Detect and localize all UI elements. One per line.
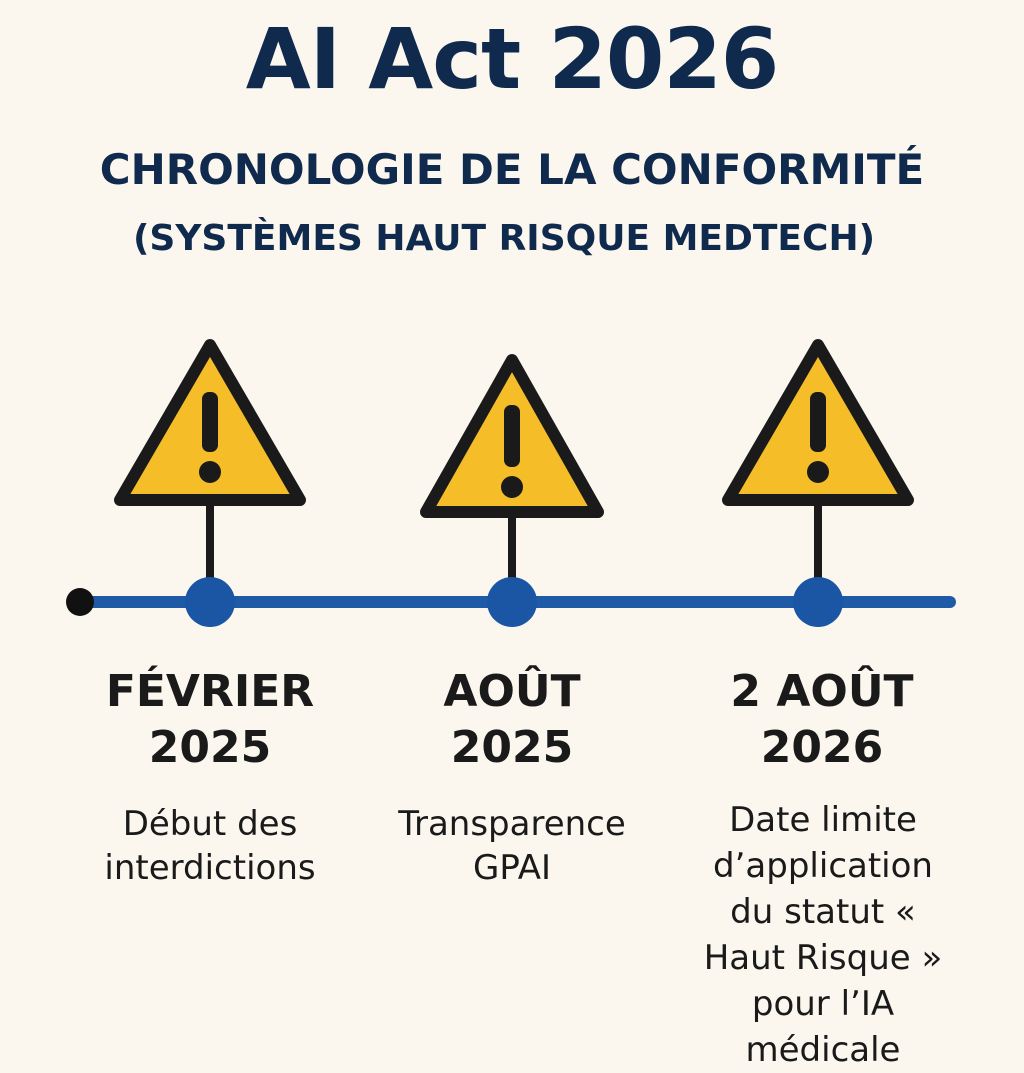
page-title: AI Act 2026	[245, 10, 779, 108]
milestone-2-date: AOÛT 2025	[443, 666, 581, 773]
milestone-1-description: Début des interdictions	[104, 804, 316, 888]
milestone-3-marker	[728, 345, 908, 627]
milestone-1-marker	[120, 345, 300, 627]
milestone-3-dot	[793, 577, 843, 627]
milestone-1-date: FÉVRIER 2025	[105, 666, 315, 773]
milestone-3-date: 2 AOÛT 2026	[730, 666, 914, 773]
milestone-2-marker	[426, 360, 598, 627]
subtitle-line-2: (SYSTÈMES HAUT RISQUE MEDTECH)	[132, 218, 876, 259]
milestone-3-description: Date limite d’application du statut « Haut Risque » pour l’IA médicale	[703, 800, 943, 1070]
subtitle-line-1: CHRONOLOGIE DE LA CONFORMITÉ	[99, 145, 925, 194]
warning-icon	[728, 345, 908, 500]
warning-icon	[426, 360, 598, 512]
timeline-start-dot	[66, 588, 94, 616]
milestone-2-dot	[487, 577, 537, 627]
milestone-2-description: Transparence GPAI	[398, 804, 626, 888]
milestone-1-dot	[185, 577, 235, 627]
warning-icon	[120, 345, 300, 500]
